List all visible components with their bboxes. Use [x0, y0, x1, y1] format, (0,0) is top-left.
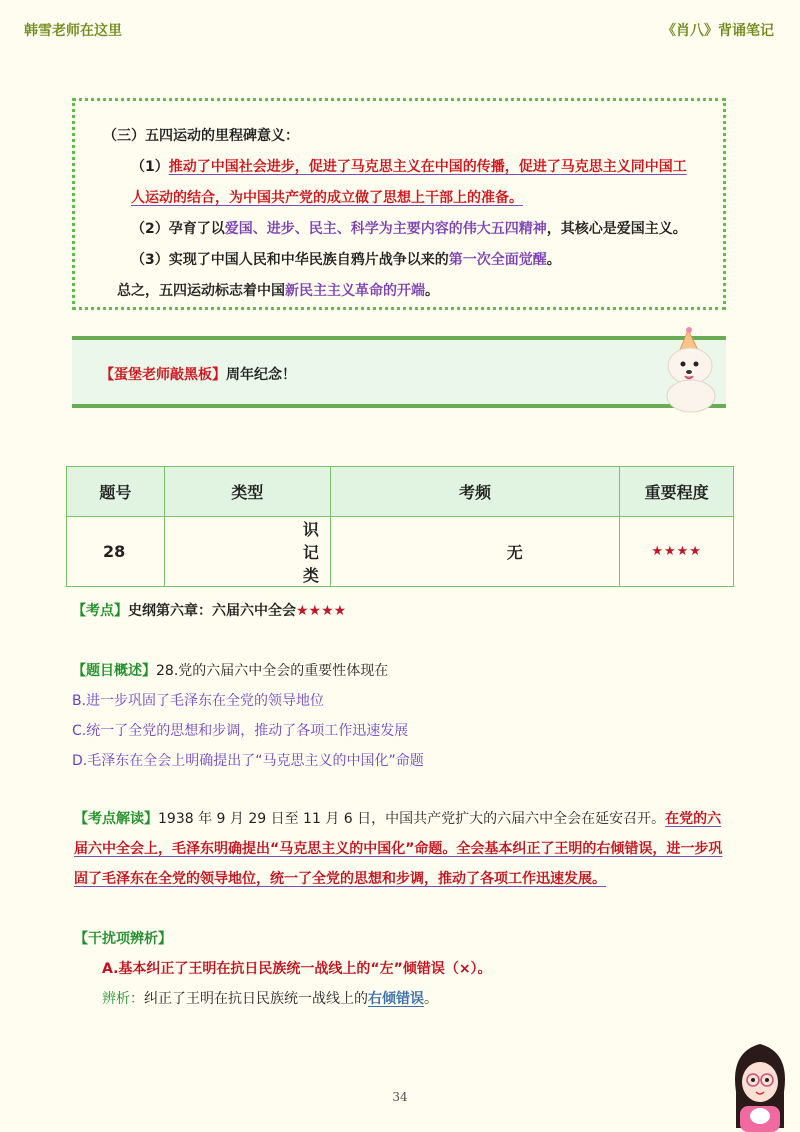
significance-item-3: （3）实现了中国人民和中华民族自鸦片战争以来的第一次全面觉醒。	[131, 252, 561, 268]
header-right-title: 《肖八》背诵笔记	[662, 23, 774, 39]
puppy-icon	[658, 326, 724, 416]
header-importance: 重要程度	[620, 467, 734, 517]
header-left-title: 韩雪老师在这里	[24, 23, 122, 39]
cell-frequency: 无	[330, 517, 620, 587]
distractor-title: 【干扰项辨析】	[74, 931, 172, 947]
exam-point: 【考点】史纲第六章：六届六中全会★★★★	[72, 603, 347, 619]
banner-text: 【蛋堡老师敲黑板】周年纪念！	[100, 367, 296, 383]
teacher-avatar-icon	[726, 1032, 794, 1132]
significance-item-2: （2）孕育了以爱国、进步、民主、科学为主要内容的伟大五四精神，其核心是爱国主义。	[131, 221, 687, 237]
option-d: D.毛泽东在全会上明确提出了“马克思主义的中国化”命题	[72, 753, 424, 769]
header-number: 题号	[67, 467, 165, 517]
significance-item-1-text: 推动了中国社会进步，促进了马克思主义在中国的传播，促进了马克思主义同中国工人运动的结合，为中国共产党的成立做了思想上干部上的准备。	[131, 159, 687, 206]
cell-importance: ★★★★	[620, 517, 734, 587]
table-header-row	[67, 467, 734, 517]
explanation-paragraph: 【考点解读】1938 年 9 月 29 日至 11 月 6 日，中国共产党扩大的六届六中全会在延安召开。在党的六届六中全会上，毛泽东明确提出“马克思主义的中国化”命题。全会基本纠正了王明的右倾错误，进一步巩固了毛泽东在全党的领导地位，统一了全党的思想和步调，推动了各项工作迅速发展。	[74, 811, 723, 887]
distractor-option-a: A.基本纠正了王明在抗日民族统一战线上的“左”倾错误（×）。	[102, 961, 492, 977]
teacher-note-banner	[72, 336, 726, 408]
distractor-analysis: 辨析：纠正了王明在抗日民族统一战线上的右倾错误。	[102, 991, 438, 1007]
option-c: C.统一了全党的思想和步调，推动了各项工作迅速发展	[72, 723, 409, 739]
significance-item-1: （1）推动了中国社会进步，促进了马克思主义在中国的传播，促进了马克思主义同中国工人运动的结合，为中国共产党的成立做了思想上干部上的准备。	[131, 159, 687, 206]
header-frequency: 考频	[330, 467, 620, 517]
significance-title: （三）五四运动的里程碑意义：	[103, 128, 299, 144]
table-row	[67, 517, 734, 587]
question-stem: 【题目概述】28.党的六届六中全会的重要性体现在	[72, 663, 389, 679]
page-number: 34	[392, 1090, 408, 1104]
cell-type: 识记类	[164, 517, 330, 587]
significance-summary: 总之，五四运动标志着中国新民主主义革命的开端。	[117, 283, 439, 299]
option-b: B.进一步巩固了毛泽东在全党的领导地位	[72, 693, 325, 709]
cell-number: 28	[67, 517, 165, 587]
header-type: 类型	[164, 467, 330, 517]
question-info-table	[66, 466, 734, 587]
significance-box	[72, 98, 726, 310]
